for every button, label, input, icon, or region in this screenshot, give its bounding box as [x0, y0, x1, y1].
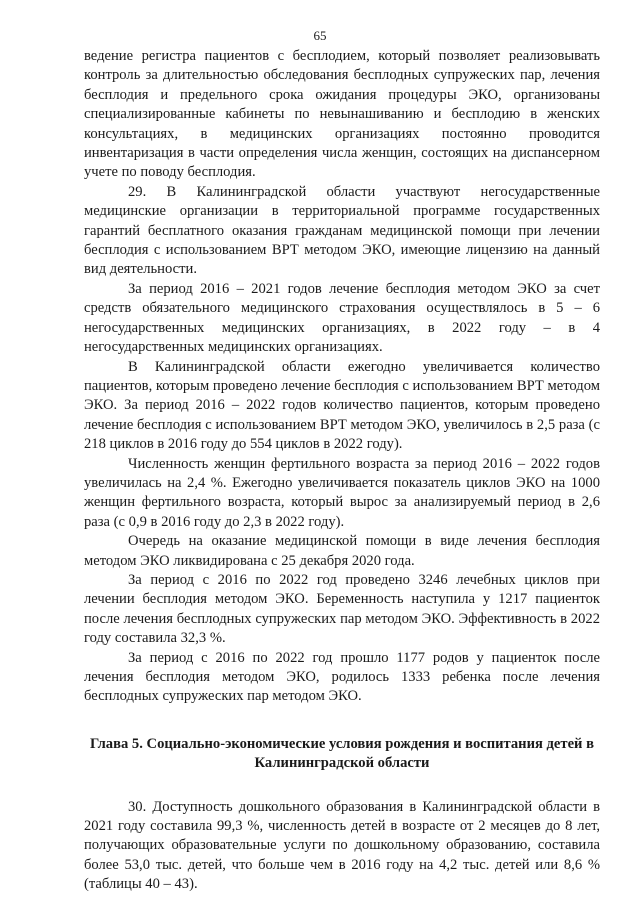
- paragraph-fertile-women: Численность женщин фертильного возраста за период 2016 – 2022 годов увеличилась на 2,4 %. Ежегодно увеличивается показатель циклов ЭКО на 1000 женщин фертильного возраста, который вырос за анализируемый период в 2,6 раза (с 0,9 в 2016 году до 2,3 в 2022 году).: [84, 455, 600, 530]
- paragraph-29-nongovernment-organizations: 29. В Калининградской области участвуют негосударственные медицинские организации в территориальной программе государственных гарантий бесплатного оказания гражданам медицинской помощи при лечении бесплодия с использованием ВРТ методом ЭКО, имеющие лицензию на данный вид деятельности.: [84, 183, 600, 278]
- paragraph-treatment-cycles: За период с 2016 по 2022 год проведено 3246 лечебных циклов при лечении бесплодия методом ЭКО. Беременность наступила у 1217 пациенток после лечения бесплодных супружеских пар методом ЭКО. Эффективность в 2022 году составила 32,3 %.: [84, 571, 600, 647]
- paragraph-oms-funding: За период 2016 – 2021 годов лечение бесплодия методом ЭКО за счет средств обязательного медицинского страхования осуществлялось в 5 – 6 негосударственных медицинских организациях, в 2022 году – в 4 негосударственных медицинских организациях.: [84, 280, 600, 356]
- paragraph-registry-continuation: ведение регистра пациентов с бесплодием, который позволяет реализовывать контроль за длительностью обследования бесплодных супружеских пар, лечения бесплодия и предельного срока ожидания процедуры ЭКО, организованы специализированные кабинеты по невынашиванию и бесплодию в женских консультациях, в медицинских организациях постоянно проводится инвентаризация в части определения числа женщин, состоящих на диспансерном учете по поводу бесплодия.: [84, 48, 600, 181]
- paragraph-patient-growth: В Калининградской области ежегодно увеличивается количество пациентов, которым проведено лечение бесплодия с использованием ВРТ методом ЭКО. За период 2016 – 2022 годов количество пациентов, которым проведено лечение бесплодия с использованием ВРТ методом ЭКО, увеличилось в 2,5 раза (с 218 циклов в 2016 году до 554 циклов в 2022 году).: [84, 358, 600, 453]
- page-number: 65: [313, 28, 327, 43]
- paragraph-30-preschool-education: 30. Доступность дошкольного образования в Калининградской области в 2021 году составила 99,3 %, численность детей в возрасте от 2 месяцев до 8 лет, получающих образовательные услуги по дошкольному образованию, составила более 53,0 тыс. детей, что больше чем в 2016 году на 4,2 тыс. детей или 8,6 % (таблицы 40 – 43).: [84, 798, 600, 893]
- paragraph-births: За период с 2016 по 2022 год прошло 1177 родов у пациенток после лечения бесплодия методом ЭКО, родилось 1333 ребенка после лечения бесплодных супружеских пар методом ЭКО.: [84, 649, 600, 705]
- document-body: [84, 47, 600, 895]
- chapter-heading: Глава 5. Социально-экономические условия рождения и воспитания детей в Калининградской области: [89, 735, 594, 772]
- paragraph-queue-eliminated: Очередь на оказание медицинской помощи в виде лечения бесплодия методом ЭКО ликвидирована с 25 декабря 2020 года.: [84, 533, 600, 569]
